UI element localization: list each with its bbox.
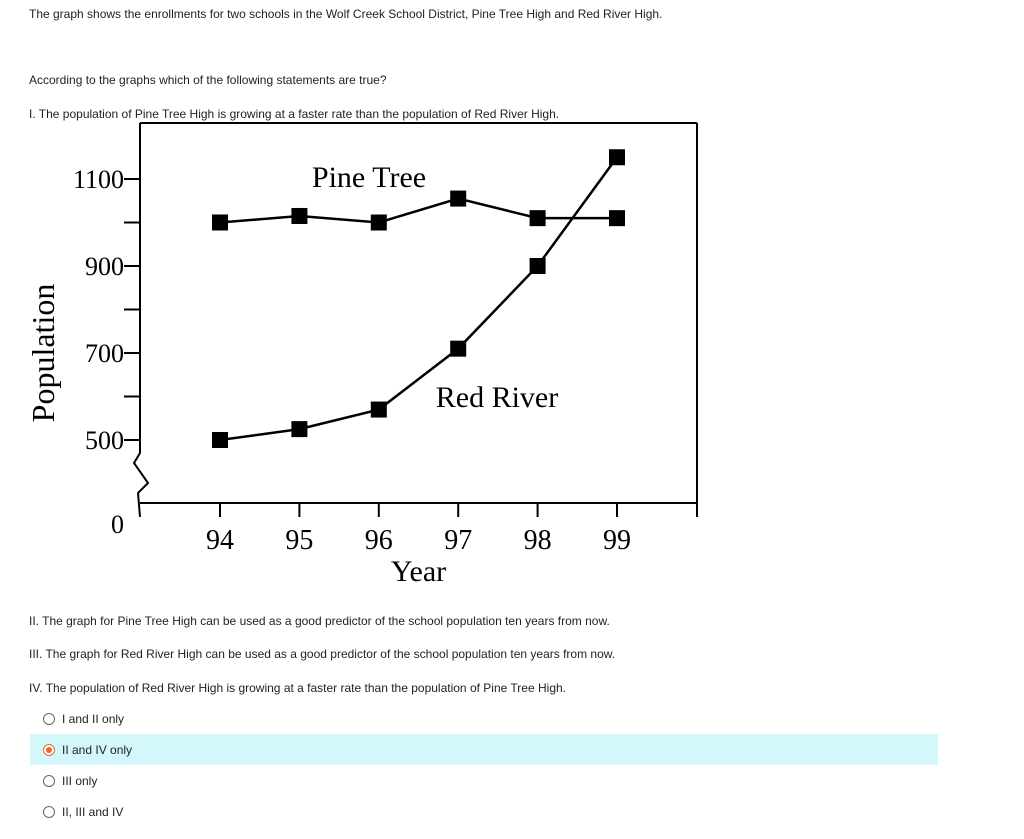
x-tick-label: 95 (285, 525, 314, 556)
question-prompt: According to the graphs which of the following statements are true? (29, 73, 387, 87)
y-axis-line (134, 123, 148, 517)
radio-button[interactable] (43, 806, 55, 818)
data-point-pine-tree (450, 191, 466, 207)
data-point-red-river (212, 432, 228, 448)
data-point-red-river (609, 149, 625, 165)
y-break-label: 0 (111, 510, 124, 539)
answer-option-4[interactable] (30, 796, 938, 827)
radio-button[interactable] (43, 775, 55, 787)
data-point-red-river (530, 258, 546, 274)
data-point-pine-tree (371, 215, 387, 231)
x-axis-label: Year (390, 555, 447, 588)
statement-4: IV. The population of Red River High is growing at a faster rate than the population of Pine Tree High. (29, 681, 566, 695)
data-point-red-river (450, 341, 466, 357)
x-tick-label: 99 (603, 525, 631, 556)
data-point-pine-tree (212, 215, 228, 231)
y-tick-label: 700 (85, 339, 124, 368)
series-label-red-river: Red River (435, 381, 559, 414)
y-tick-label: 500 (85, 426, 124, 455)
data-point-red-river (371, 402, 387, 418)
option-label: III only (62, 773, 98, 788)
data-point-pine-tree (291, 208, 307, 224)
x-tick-label: 96 (364, 525, 393, 556)
question-intro: The graph shows the enrollments for two schools in the Wolf Creek School District, Pine Tree High and Red River High. (29, 7, 663, 21)
series-label-pine-tree: Pine Tree (311, 161, 427, 194)
option-label: II and IV only (62, 742, 133, 757)
x-tick-label: 97 (444, 525, 473, 556)
option-label: II, III and IV (62, 804, 124, 819)
y-tick-label: 1100 (72, 165, 124, 194)
answer-option-1[interactable] (30, 703, 938, 734)
option-label: I and II only (62, 711, 125, 726)
statement-3: III. The graph for Red River High can be used as a good predictor of the school population ten years from now. (29, 647, 616, 661)
data-point-red-river (291, 421, 307, 437)
radio-button[interactable] (43, 744, 55, 756)
series-line-pine-tree (220, 199, 617, 223)
enrollment-chart (22, 118, 712, 590)
y-tick-label: 900 (85, 252, 124, 281)
y-axis-label: Population (25, 283, 61, 423)
statement-2: II. The graph for Pine Tree High can be used as a good predictor of the school population ten years from now. (29, 614, 610, 628)
x-tick-label: 98 (523, 525, 552, 556)
answer-option-3[interactable] (30, 765, 938, 796)
data-point-pine-tree (530, 210, 546, 226)
x-tick-label: 94 (206, 525, 234, 556)
answer-option-2[interactable] (30, 734, 938, 765)
radio-button[interactable] (43, 713, 55, 725)
statement-1: I. The population of Pine Tree High is growing at a faster rate than the population of Red River High. (29, 107, 560, 121)
data-point-pine-tree (609, 210, 625, 226)
